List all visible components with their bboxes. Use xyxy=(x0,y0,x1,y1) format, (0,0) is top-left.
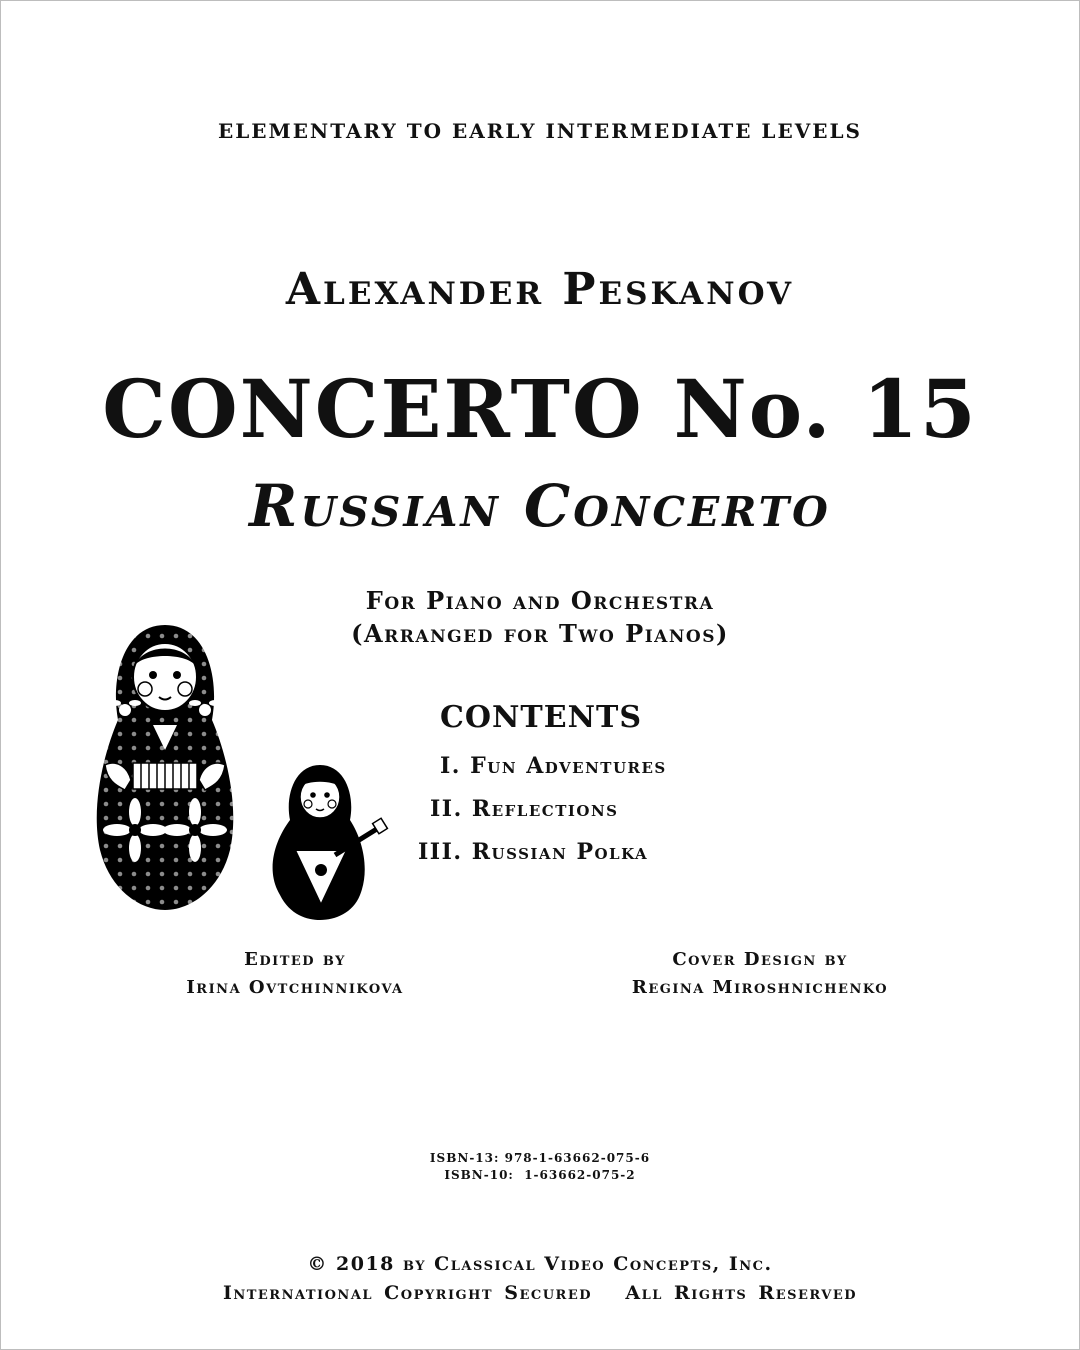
concerto-title: CONCERTO No. 15 xyxy=(102,362,978,456)
editor-credit xyxy=(150,946,440,1002)
edited-by-label: Edited by xyxy=(244,949,346,970)
level-heading: ELEMENTARY TO EARLY INTERMEDIATE LEVELS xyxy=(218,119,862,143)
copyright-line-1: © 2018 by Classical Video Concepts, Inc. xyxy=(307,1253,773,1275)
matryoshka-accordion-icon xyxy=(97,625,234,910)
concerto-subtitle: Russian Concerto xyxy=(249,472,831,540)
contents-heading: CONTENTS xyxy=(440,700,643,735)
cover-designer-name: Regina Miroshnichenko xyxy=(631,977,889,998)
movement-title: Fun Adventures xyxy=(470,753,667,779)
instrumentation-line-2: (Arranged for Two Pianos) xyxy=(351,619,729,648)
editor-name: Irina Ovtchinnikova xyxy=(186,977,404,998)
matryoshka-illustration xyxy=(85,615,405,925)
isbn-10: ISBN-10: 1-63662-075-2 xyxy=(444,1168,636,1182)
movement-numeral: III. xyxy=(418,839,463,865)
contents-item xyxy=(430,796,619,822)
isbn-13: ISBN-13: 978-1-63662-075-6 xyxy=(429,1151,651,1165)
movement-numeral: II. xyxy=(430,796,463,822)
cover-design-credit xyxy=(600,946,920,1002)
contents-item xyxy=(418,839,648,865)
matryoshka-balalaika-icon xyxy=(273,765,388,920)
movement-title: Russian Polka xyxy=(471,839,649,865)
movement-title: Reflections xyxy=(471,796,619,822)
cover-design-label: Cover Design by xyxy=(672,949,848,970)
copyright-line-2: International Copyright Secured All Rights Reserved xyxy=(222,1282,858,1304)
instrumentation-line-1: For Piano and Orchestra xyxy=(365,586,715,615)
movement-numeral: I. xyxy=(440,753,461,779)
composer-name: Alexander Peskanov xyxy=(285,264,795,315)
contents-item xyxy=(440,753,667,779)
